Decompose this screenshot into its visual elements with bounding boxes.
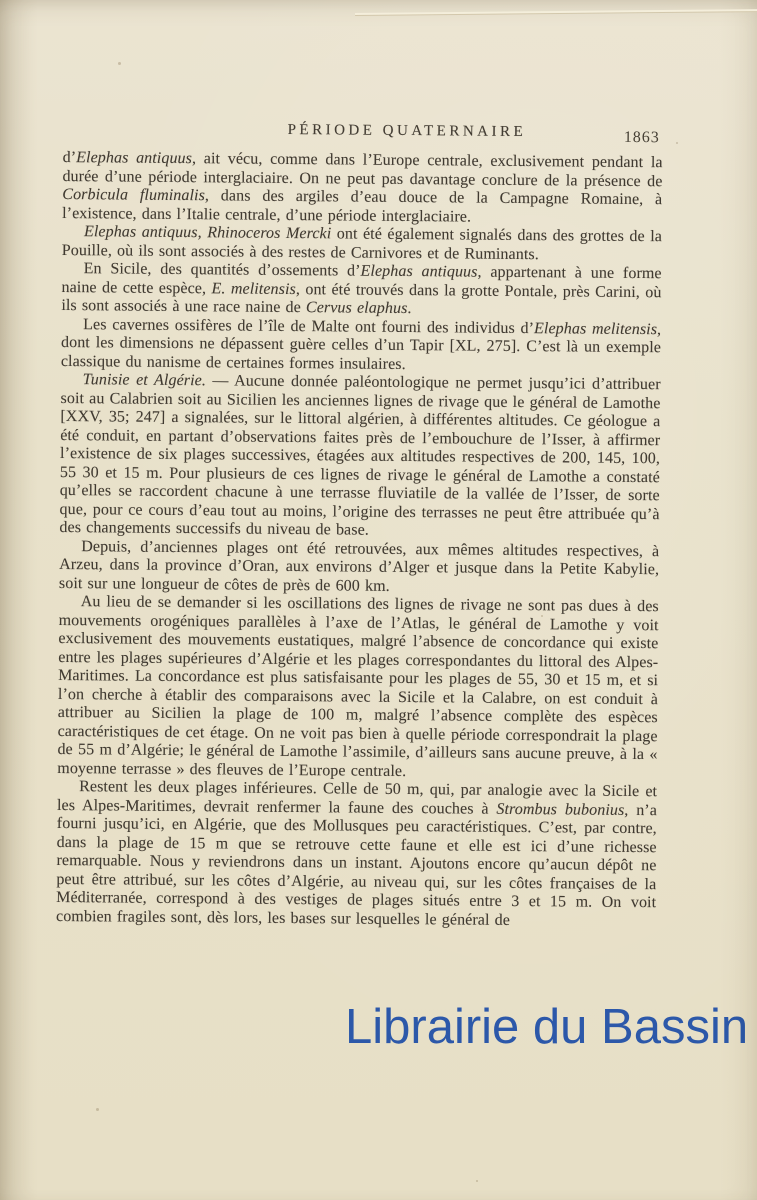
paper-speck — [541, 615, 543, 617]
paragraph-6: Depuis, d’anciennes plages ont été retrouvées, aux mêmes altitudes respectives, à Arzeu, dans la province d’Oran, aux environs d’Alger et jusque dans la Petite Kabylie, soit sur une longueur de côtes de près de 600 km. — [58, 537, 660, 595]
paper-speck — [96, 1108, 99, 1111]
paper-speck — [476, 1180, 478, 1182]
paragraph-2: Elephas antiquus, Rhinoceros Mercki ont été également signalés dans des grottes de la Pouille, où ils sont associés à des restes de Carnivores et de Ruminants. — [61, 223, 663, 263]
page-top-edge — [355, 9, 757, 16]
paragraph-7: Au lieu de se demander si les oscillations des lignes de rivage ne sont pas dues à des mouvements orogéniques parallèles à l’axe de l’Atlas, le général de Lamothe y voit exclusivement des mouvements eustatiques, malgré l’absence de concordance qui existe entre les plages supérieures d’Algérie et les plages correspondantes du littoral des Alpes-Maritimes. La concordance est plus satisfaisante pour les plages de 55, 30 et 15 m, et si l’on cherche à établir des comparaisons avec la Sicile et la Calabre, on est conduit à attribuer au Sicilien la plage de 100 m, malgré l’absence complète des espèces caractéristiques de cet étage. On ne voit pas bien à quelle période correspondrait la plage de 55 m d’Algérie; le général de Lamothe l’assimile, d’ailleurs sans aucune preuve, à la « moyenne terrasse » des fleuves de l’Europe centrale. — [57, 593, 659, 780]
page-number: 1863 — [623, 128, 660, 147]
paragraph-8: Restent les deux plages inférieures. Celle de 50 m, qui, par analogie avec la Sicile et les Alpes-Maritimes, devrait renfermer la faune des couches à Strombus bubonius, n’a fourni jusqu’ici, en Algérie, que des Mollusques peu caractéristiques. C’est, par contre, dans la plage de 15 m que se retrouve cette faune et elle est ici d’une richesse remarquable. Nous y reviendrons dans un instant. Ajoutons encore qu’aucun dépôt ne peut être attribué, sur les côtes d’Algérie, au niveau qui, sur les côtes françaises de la Méditerranée, correspond à des vestiges de plages situés entre 3 et 15 m. On voit combien fragiles sont, dès lors, les bases sur lesquelles le général de — [55, 778, 658, 929]
page-content — [56, 118, 663, 931]
paragraph-4: Les cavernes ossifères de l’île de Malte ont fourni des individus d’Elephas melitensis, dont les dimensions ne dépassent guère celles d’un Tapir [XL, 275]. C’est là un exemple classique du nanisme de certaines formes insulaires. — [60, 315, 662, 373]
paper-speck — [118, 62, 121, 65]
header-title: PÉRIODE QUATERNAIRE — [287, 121, 527, 141]
paragraph-1: d’Elephas antiquus, ait vécu, comme dans l’Europe centrale, exclusivement pendant la durée d’une période interglaciaire. On ne peut pas davantage conclure de la présence de Corbicula fluminalis, dans des argiles d’eau douce de la Campagne Romaine, à l’existence, dans l’Italie centrale, d’une période interglaciaire. — [62, 148, 663, 226]
body-text — [56, 149, 663, 931]
paragraph-3: En Sicile, des quantités d’ossements d’Elephas antiquus, appartenant à une forme naine de cette espèce, E. melitensis, ont été trouvés dans la grotte Pontale, près Carini, où ils sont associés à une race naine de Cervus elaphus. — [61, 260, 662, 318]
paper-speck — [214, 498, 216, 500]
running-header — [63, 118, 663, 147]
paragraph-5: Tunisie et Algérie. — Aucune donnée paléontologique ne permet jusqu’ici d’attribuer soit au Calabrien soit au Sicilien les anciennes lignes de rivage que le général de Lamothe [XXV, 35; 247] a signalées, sur le littoral algérien, à différentes altitudes. Ce géologue a été conduit, en partant d’observations faites près de l’embouchure de l’Isser, à affirmer l’existence de six plages successives, étagées aux altitudes respectives de 200, 145, 100, 55 30 et 15 m. Pour plusieurs de ces lignes de rivage le général de Lamothe a constaté qu’elles se raccordent chacune à une terrasse fluviatile de la vallée de l’Isser, de sorte que, pour ce cours d’eau tout au moins, l’origine des terrasses ne peut être attribuée qu’à des changements successifs du niveau de base. — [59, 371, 661, 539]
watermark: Librairie du Bassin — [345, 1000, 749, 1054]
paper-speck — [676, 142, 678, 144]
